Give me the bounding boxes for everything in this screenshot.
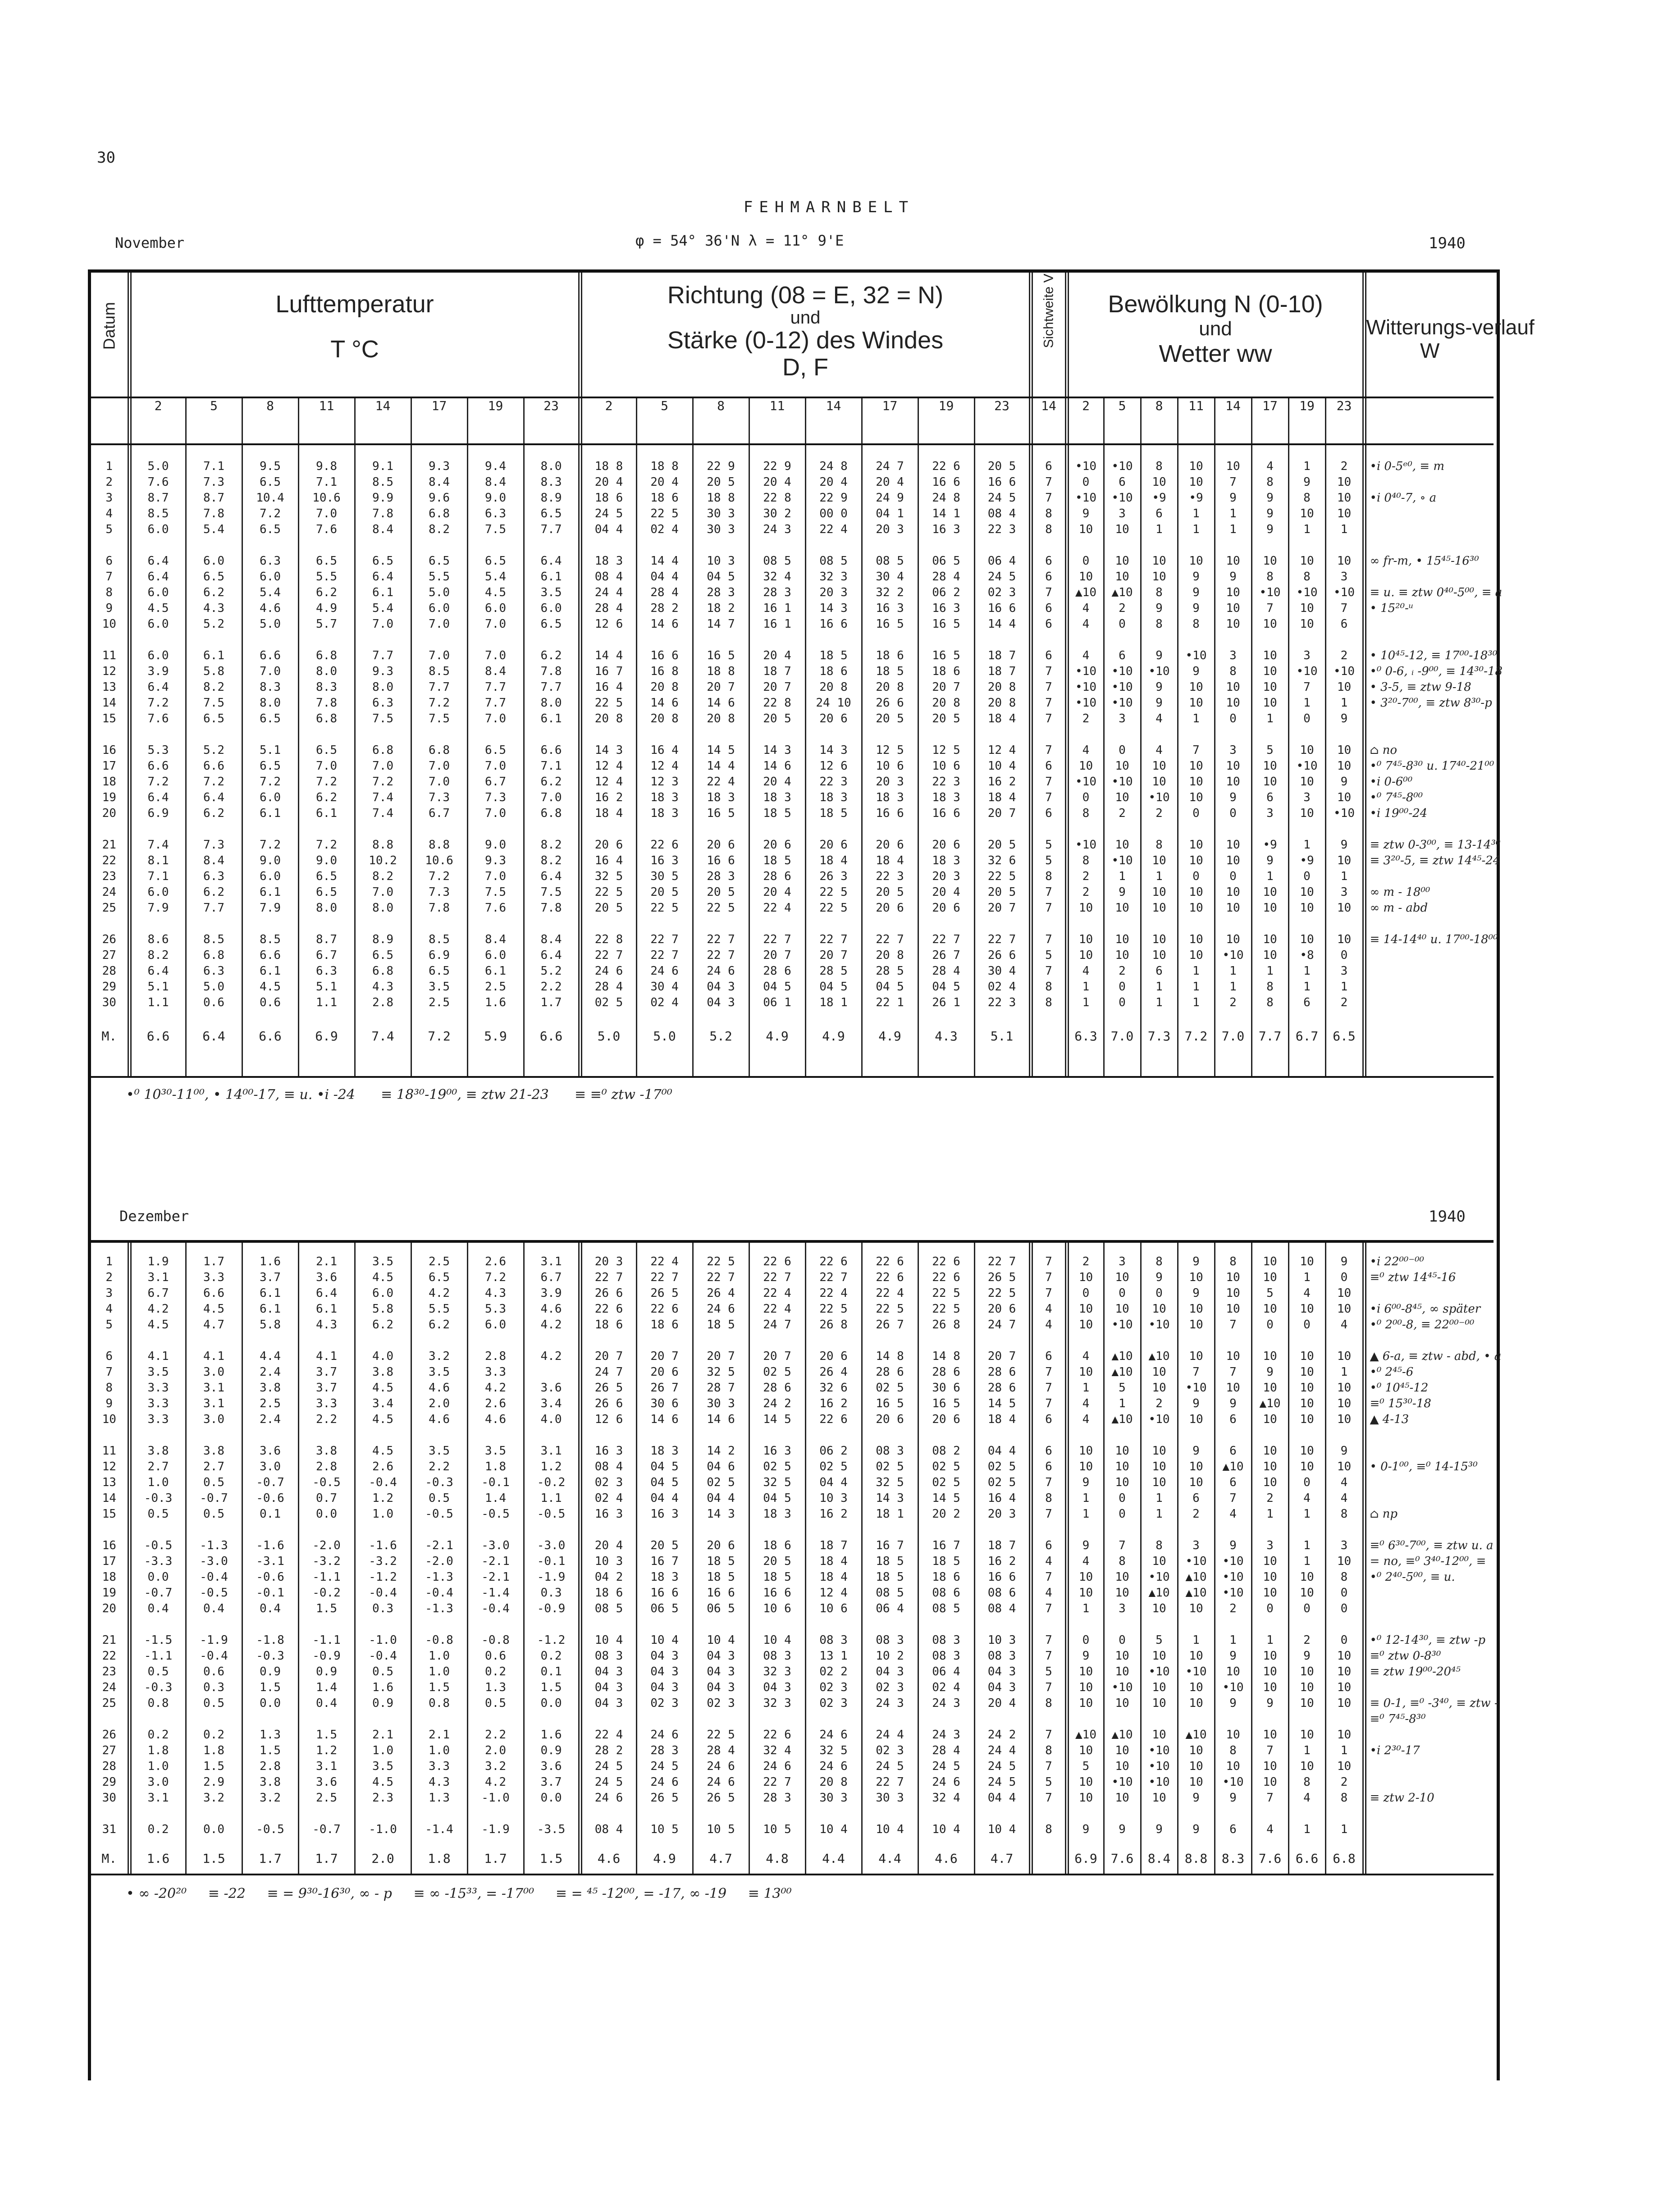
nov-wind-mean-17: 4.9 — [878, 1029, 901, 1044]
nov-wind-mean-14: 4.9 — [822, 1029, 845, 1044]
nov-cloud-mean-11: 7.2 — [1184, 1029, 1208, 1044]
visibility-hour-14: 14 — [1031, 398, 1067, 443]
dec-temp-mean-19: 1.7 — [484, 1851, 507, 1866]
nov-cloud-23: 2 10 10 10 1 10 3 •10 7 6 2 •10 10 1 9 10 10 9 10 •10 9 10 1 3 10 10 0 3 1 2 — [1334, 460, 1355, 1009]
nov-temp-mean-14: 7.4 — [371, 1029, 394, 1044]
dec-temp-14: 3.5 4.5 6.0 5.8 6.2 4.0 3.8 4.5 3.4 4.5 4.5 2.6 -0.4 1.2 1.0 -1.6 -3.2 -1.2 -0.4 0.3 -1.0 -0.4 0.5 1.6 0.9 2.1 1.0 3.5 4.5 2.3 -1.0 — [369, 1255, 397, 1836]
dec-cloud-mean-11: 8.8 — [1184, 1851, 1208, 1866]
nov-temp-mean-23: 6.6 — [539, 1029, 563, 1044]
cloud-hour-14: 14 — [1215, 398, 1251, 443]
weather-header — [1364, 273, 1535, 397]
nov-temp-19: 9.4 8.4 9.0 6.3 7.5 6.5 5.4 4.5 6.0 7.0 7.0 8.4 7.7 7.7 7.0 6.5 7.0 6.7 7.3 7.0 9.0 9.3 7.0 7.5 7.6 8.4 6.0 6.1 2.5 1.6 — [485, 460, 506, 1009]
nov-cloud-8: 8 10 •9 6 1 10 10 8 9 8 9 •10 9 9 4 4 10 10 •10 2 8 10 1 10 10 10 10 6 1 1 — [1148, 460, 1170, 1009]
nov-temp-8: 9.5 6.5 10.4 7.2 6.5 6.3 6.0 5.4 4.6 5.0 6.6 7.0 8.3 8.0 6.5 5.1 6.5 7.2 6.0 6.1 7.2 9.0 6.0 6.1 7.9 8.5 6.6 6.1 4.5 0.6 — [256, 460, 284, 1009]
station-coordinates: φ = 54° 36'N λ = 11° 9'E — [635, 232, 844, 249]
cloud-header — [1067, 273, 1364, 397]
temperature-unit: T °C — [330, 336, 379, 363]
nov-temp-mean-17: 7.2 — [428, 1029, 451, 1044]
cloud-hour-8: 8 — [1141, 398, 1178, 443]
wind-title-strength: Stärke (0-12) des Windes — [667, 327, 944, 354]
nov-weather-course: •i 0-5ᵉ⁰, ≡ m •i 0⁴⁰-7, ∘ a ∞ fr-m, • 15⁴⁵-16³⁰ ≡ u. ≡ ztw 0⁴⁰-5⁰⁰, ≡ a • 15²⁰-ᵘ • 10⁴⁵-12, ≡ 17⁰⁰-18³⁰ •⁰ 0-6, ᵢ -9⁰⁰, ≡ 14³⁰-18 • 3-5, ≡ ztw 9-18 • 3²⁰-7⁰⁰, ≡ ztw 8³⁰-p ⌂ no •⁰ 7⁴⁵-8³⁰ u. 17⁴⁰-21⁰⁰ •i 0-6⁰⁰ •⁰ 7⁴⁵-8⁰⁰ •i 19⁰⁰-24 ≡ ztw 0-3⁰⁰, ≡ 13-14³⁰ ≡ 3²⁰-5, ≡ ztw 14⁴⁵-24 ∞ m - 18⁰⁰ ∞ m - abd ≡ 14-14⁴⁰ u. 17⁰⁰-18⁰⁰ — [1370, 460, 1503, 946]
dec-temp-8: 1.6 3.7 6.1 6.1 5.8 4.4 2.4 3.8 2.5 2.4 3.6 3.0 -0.7 -0.6 0.1 -1.6 -3.1 -0.6 -0.1 0.4 -1.8 -0.3 0.9 1.5 0.0 1.3 1.5 2.8 3.8 3.2 -0.5 — [256, 1255, 284, 1836]
dec-temp-23: 3.1 6.7 3.9 4.6 4.2 4.2 3.6 3.4 4.0 3.1 1.2 -0.2 1.1 -0.5 -3.0 -0.1 -1.9 0.3 -0.9 -1.2 0.2 0.1 1.5 0.0 1.6 0.9 3.6 3.7 0.0 -3.5 — [537, 1255, 566, 1836]
nov-wind-mean-5: 5.0 — [653, 1029, 676, 1044]
dec-cloud-2: 2 10 0 10 10 4 10 1 4 4 10 10 9 1 1 9 4 10 10 1 0 9 10 10 10 ▲10 10 5 10 10 9 — [1075, 1255, 1096, 1836]
nov-temp-23: 8.0 8.3 8.9 6.5 7.7 6.4 6.1 3.5 6.0 6.5 6.2 7.8 7.7 8.0 6.1 6.6 7.1 6.2 7.0 6.8 8.2 8.2 6.4 7.5 7.8 8.4 6.4 5.2 2.2 1.7 — [540, 460, 562, 1009]
dec-wind-19: 22 6 22 6 22 5 22 5 26 8 14 8 28 6 30 6 16 5 20 6 08 2 02 5 02 5 14 5 20 2 16 7 18 5 18 6 08 6 08 5 08 3 08 3 06 4 02 4 24 3 24 3 28 4 24 5 24 6 32 4 10 4 — [932, 1255, 960, 1836]
dec-wind-11: 22 6 22 7 22 4 22 4 24 7 20 7 02 5 28 6 24 2 14 5 16 3 02 5 32 5 04 5 18 3 18 6 20 5 18 5 16 6 10 6 10 4 08 3 32 3 04 3 32 3 22 6 32 4 24 6 22 7 28 3 10 5 — [763, 1255, 791, 1836]
nov-cloud-mean-19: 6.7 — [1295, 1029, 1319, 1044]
dec-temp-mean-23: 1.5 — [539, 1851, 563, 1866]
dec-cloud-5: 3 10 0 10 •10 ▲10 ▲10 5 1 ▲10 10 10 10 0 0 7 8 10 10 3 0 10 10 •10 10 ▲10 10 10 •10 10 9 — [1111, 1255, 1133, 1836]
temp-hour-17: 17 — [411, 398, 467, 443]
dec-temp-17: 2.5 6.5 4.2 5.5 6.2 3.2 3.5 4.6 2.0 4.6 3.5 2.2 -0.3 0.5 -0.5 -2.1 -2.0 -1.3 -0.4 -1.3 -0.8 1.0 1.0 1.5 0.8 2.1 1.0 3.3 4.3 1.3 -1.4 — [425, 1255, 453, 1836]
wind-header — [580, 273, 1031, 397]
dec-temp-2: 1.9 3.1 6.7 4.2 4.5 4.1 3.5 3.3 3.3 3.3 3.8 2.7 1.0 -0.3 0.5 -0.5 -3.3 0.0 -0.7 0.4 -1.5 -1.1 0.5 -0.3 0.8 0.2 1.8 1.0 3.0 3.1 0.2 — [144, 1255, 173, 1836]
dec-cloud-17: 10 10 5 10 0 10 9 10 ▲10 10 10 10 10 2 1 3 10 10 10 0 1 10 10 10 9 10 7 10 10 7 4 — [1259, 1255, 1281, 1836]
november-notes: •⁰ 10³⁰-11⁰⁰, • 14⁰⁰-17, ≡ u. •i -24 ≡ 18³⁰-19⁰⁰, ≡ ztw 21-23 ≡ ≡⁰ ztw -17⁰⁰ — [126, 1087, 672, 1103]
wind-hour-5: 5 — [636, 398, 693, 443]
datum-header-label: Datum — [100, 302, 119, 350]
dec-temp-mean-2: 1.6 — [146, 1851, 170, 1866]
dec-wind-mean-14: 4.4 — [822, 1851, 845, 1866]
dec-temp-mean-5: 1.5 — [202, 1851, 225, 1866]
dec-wind-mean-8: 4.7 — [709, 1851, 732, 1866]
temperature-title: Lufttemperatur — [275, 291, 434, 318]
november-bottom-rule — [91, 1076, 1494, 1078]
temp-hour-8: 8 — [242, 398, 298, 443]
dec-cloud-mean-5: 7.6 — [1110, 1851, 1134, 1866]
nov-temp-mean-5: 6.4 — [202, 1029, 225, 1044]
cloud-hour-17: 17 — [1251, 398, 1288, 443]
nov-wind-mean-19: 4.3 — [935, 1029, 958, 1044]
nov-cloud-mean-14: 7.0 — [1221, 1029, 1245, 1044]
nov-wind-23: 20 5 16 6 24 5 08 4 22 3 06 4 24 5 02 3 16 6 14 4 18 7 18 7 20 8 20 8 18 4 12 4 10 4 16 2 18 4 20 7 20 5 32 6 22 5 20 5 20 7 22 7 26 6 30 4 02 4 22 3 — [987, 460, 1016, 1009]
nov-cloud-mean-8: 7.3 — [1147, 1029, 1171, 1044]
dec-cloud-mean-23: 6.8 — [1333, 1851, 1356, 1866]
nov-temp-14: 9.1 8.5 9.9 7.8 8.4 6.5 6.4 6.1 5.4 7.0 7.7 9.3 8.0 6.3 7.5 6.8 7.0 7.2 7.4 7.4 8.8 10.2 8.2 7.0 8.0 8.9 6.5 6.8 4.3 2.8 — [369, 460, 397, 1009]
temp-hour-14: 14 — [355, 398, 411, 443]
wind-title-und: und — [790, 308, 821, 328]
weather-title: Witterungs-verlauf — [1366, 315, 1535, 339]
wind-hour-14: 14 — [805, 398, 862, 443]
december-table — [91, 1243, 1502, 1874]
cloud-hour-19: 19 — [1288, 398, 1325, 443]
dec-wind-17: 22 6 22 6 22 4 22 5 26 7 14 8 28 6 02 5 16 5 20 6 08 3 02 5 32 5 14 3 18 1 16 7 18 5 18 5 08 5 06 4 08 3 10 2 04 3 02 3 24 3 24 4 02 3 24 5 22 7 30 3 10 4 — [876, 1255, 904, 1836]
nov-cloud-mean-23: 6.5 — [1333, 1029, 1356, 1044]
dec-temp-mean-11: 1.7 — [315, 1851, 338, 1866]
year-label-december: 1940 — [1429, 1208, 1466, 1226]
cloud-hour-5: 5 — [1104, 398, 1141, 443]
nov-wind-5: 18 8 20 4 18 6 22 5 02 4 14 4 04 4 28 4 28 2 14 6 16 6 16 8 20 8 14 6 20 8 16 4 12 4 12 3 18 3 18 3 22 6 16 3 30 5 20 5 22 5 22 7 22 7 24 6 30 4 02 4 — [650, 460, 679, 1009]
nov-temp-mean-19: 5.9 — [484, 1029, 507, 1044]
cloud-title-und: und — [1199, 318, 1232, 340]
nov-visibility: 6 7 7 8 8 6 6 7 6 6 6 7 7 7 7 7 6 7 7 6 5 5 8 7 7 7 5 7 8 8 — [1045, 460, 1052, 1009]
dec-wind-mean-19: 4.6 — [935, 1851, 958, 1866]
dec-temp-mean-14: 2.0 — [371, 1851, 394, 1866]
nov-wind-8: 22 9 20 5 18 8 30 3 30 3 10 3 04 5 28 3 18 2 14 7 16 5 18 8 20 7 14 6 20 8 14 5 14 4 22 4 18 3 16 5 20 6 16 6 28 3 20 5 22 5 22 7 22 7 24 6 04 3 04 3 — [707, 460, 735, 1009]
nov-temp-mean-8: 6.6 — [259, 1029, 282, 1044]
wind-hour-8: 8 — [693, 398, 749, 443]
month-label-november: November — [115, 234, 185, 251]
november-table — [91, 445, 1503, 1076]
cloud-hour-2: 2 — [1067, 398, 1104, 443]
weather-title-w: W — [1420, 339, 1440, 362]
nov-temp-11: 9.8 7.1 10.6 7.0 7.6 6.5 5.5 6.2 4.9 5.7 6.8 8.0 8.3 7.8 6.8 6.5 7.0 7.2 6.2 6.1 7.2 9.0 6.5 6.5 8.0 8.7 6.7 6.3 5.1 1.1 — [312, 460, 341, 1009]
wind-hour-2: 2 — [580, 398, 636, 443]
dec-cloud-11: 9 10 9 10 10 10 7 •10 9 10 9 10 10 6 2 3 •10 ▲10 ▲10 10 1 10 •10 10 10 ▲10 10 10 10 9 9 — [1185, 1255, 1207, 1836]
dec-temp-mean-17: 1.8 — [428, 1851, 451, 1866]
dec-cloud-8: 8 9 0 10 •10 ▲10 10 10 2 •10 10 10 10 1 1 8 10 •10 ▲10 10 5 10 •10 10 10 10 •10 •10 •10 10 9 — [1148, 1255, 1170, 1836]
dec-temp-mean-8: 1.7 — [259, 1851, 282, 1866]
nov-wind-mean-8: 5.2 — [709, 1029, 732, 1044]
nov-temp-5: 7.1 7.3 8.7 7.8 5.4 6.0 6.5 6.2 4.3 5.2 6.1 5.8 8.2 7.5 6.5 5.2 6.6 7.2 6.4 6.2 7.3 8.4 6.3 6.2 7.7 8.5 6.8 6.3 5.0 0.6 — [203, 460, 224, 1009]
hour-cell-weather — [1364, 398, 1494, 443]
wind-title-df: D, F — [782, 354, 828, 381]
wind-hour-11: 11 — [749, 398, 805, 443]
hour-cell-datum — [91, 398, 129, 443]
nov-wind-mean-2: 5.0 — [597, 1029, 621, 1044]
dec-temp-5: 1.7 3.3 6.6 4.5 4.7 4.1 3.0 3.1 3.1 3.0 3.8 2.7 0.5 -0.7 0.5 -1.3 -3.0 -0.4 -0.5 0.4 -1.9 -0.4 0.6 0.3 0.5 0.2 1.8 1.5 2.9 3.2 0.0 — [200, 1255, 228, 1836]
temperature-header — [129, 273, 580, 397]
dec-cloud-mean-14: 8.3 — [1221, 1851, 1245, 1866]
nov-cloud-17: 4 8 9 9 9 10 8 •10 7 10 10 10 10 10 1 5 10 10 6 3 •9 9 1 10 10 10 10 1 8 8 — [1259, 460, 1281, 1009]
nov-cloud-19: 1 9 8 10 1 10 8 •10 10 10 3 •10 7 1 0 10 •10 10 3 10 1 •9 0 10 10 10 •8 1 1 6 — [1296, 460, 1318, 1009]
wind-title-direction: Richtung (08 = E, 32 = N) — [667, 282, 944, 309]
dec-cloud-mean-2: 6.9 — [1074, 1851, 1097, 1866]
dec-wind-mean-17: 4.4 — [878, 1851, 901, 1866]
nov-cloud-mean-5: 7.0 — [1110, 1029, 1134, 1044]
nov-cloud-5: •10 6 •10 3 10 10 10 ▲10 2 0 6 •10 •10 •10 3 0 10 •10 10 2 10 •10 1 9 10 10 10 2 0 0 — [1111, 460, 1133, 1009]
visibility-header-label: Sichtweite V — [1041, 274, 1056, 348]
nov-wind-17: 24 7 20 4 24 9 04 1 20 3 08 5 30 4 32 2 16 3 16 5 18 6 18 5 20 8 26 6 20 5 12 5 10 6 20 3 18 3 16 6 20 6 18 4 22 3 20 5 20 6 22 7 20 8 28 5 04 5 22 1 — [876, 460, 904, 1009]
dec-wind-mean-2: 4.6 — [597, 1851, 621, 1866]
december-notes: • ∞ -20²⁰ ≡ -22 ≡ = 9³⁰-16³⁰, ∞ - p ≡ ∞ -15³³, = -17⁰⁰ ≡ = ⁴⁵ -12⁰⁰, = -17, ∞ -19 ≡ 13⁰⁰ — [126, 1886, 792, 1902]
header-table — [91, 273, 1535, 397]
hours-row — [91, 398, 1494, 443]
november-day-numbers: 1 2 3 4 5 6 7 8 9 10 11 12 13 14 15 16 17 18 19 20 21 22 23 24 25 26 27 28 29 30 — [102, 460, 116, 1009]
cloud-hour-23: 23 — [1325, 398, 1364, 443]
nov-wind-19: 22 6 16 6 24 8 14 1 16 3 06 5 28 4 06 2 16 3 16 5 16 5 18 6 20 7 20 8 20 5 12 5 10 6 22 3 18 3 16 6 20 6 18 3 20 3 20 4 20 6 22 7 26 7 28 4 04 5 26 1 — [932, 460, 960, 1009]
cloud-title-ww: Wetter ww — [1159, 340, 1272, 367]
dec-cloud-mean-8: 8.4 — [1147, 1851, 1171, 1866]
page-number: 30 — [97, 149, 115, 167]
visibility-header — [1031, 273, 1067, 397]
nov-wind-mean-11: 4.9 — [766, 1029, 789, 1044]
dec-cloud-14: 8 10 10 10 7 10 7 10 9 6 6 ▲10 6 7 4 9 •10 •10 •10 2 1 9 10 •10 9 10 8 10 •10 9 6 — [1222, 1255, 1244, 1836]
nov-temp-17: 9.3 8.4 9.6 6.8 8.2 6.5 5.5 5.0 6.0 7.0 7.0 8.5 7.7 7.2 7.5 6.8 7.0 7.0 7.3 6.7 8.8 10.6 7.2 7.3 7.8 8.5 6.9 6.5 3.5 2.5 — [425, 460, 453, 1009]
nov-cloud-mean-2: 6.3 — [1074, 1029, 1097, 1044]
dec-weather-course: •i 22⁰⁰⁻⁰⁰ ≡⁰ ztw 14⁴⁵-16 •i 6⁰⁰-8⁴⁵, ∞ später •⁰ 2⁰⁰-8, ≡ 22⁰⁰⁻⁰⁰ ▲ 6-a, ≡ ztw - abd, • a •⁰ 2⁴⁵-6 •⁰ 10⁴⁵-12 ≡⁰ 15³⁰-18 ▲ 4-13 • 0-1⁰⁰, ≡⁰ 14-15³⁰ ⌂ np ≡⁰ 6³⁰-7⁰⁰, ≡ ztw u. a = no, ≡⁰ 3⁴⁰-12⁰⁰, ≡ •⁰ 2⁴⁰-5⁰⁰, ≡ u. •⁰ 12-14³⁰, ≡ ztw -p ≡⁰ ztw 0-8³⁰ ≡ ztw 19⁰⁰-20⁴⁵ ≡ 0-1, ≡⁰ -3⁴⁰, ≡ ztw - ≡⁰ 7⁴⁵-8³⁰ •i 2³⁰-17 ≡ ztw 2-10 — [1370, 1255, 1502, 1805]
dec-temp-19: 2.6 7.2 4.3 5.3 6.0 2.8 3.3 4.2 2.6 4.6 3.5 1.8 -0.1 1.4 -0.5 -3.0 -2.1 -2.1 -1.4 -0.4 -0.8 0.6 0.2 1.3 0.5 2.2 2.0 3.2 4.2 -1.0 -1.9 — [481, 1255, 510, 1836]
temp-hour-5: 5 — [186, 398, 242, 443]
nov-wind-14: 24 8 20 4 22 9 00 0 22 4 08 5 32 3 20 3 14 3 16 6 18 5 18 6 20 8 24 10 20 6 14 3 12 6 22 3 18 3 18 5 20 6 18 4 26 3 22 5 22 5 22 7 20 7 28 5 04 5 18 1 — [816, 460, 851, 1009]
nov-cloud-mean-17: 7.7 — [1258, 1029, 1282, 1044]
temp-hour-19: 19 — [467, 398, 524, 443]
december-mean-label: M. — [101, 1851, 117, 1866]
temp-hour-2: 2 — [129, 398, 186, 443]
nov-temp-mean-2: 6.6 — [146, 1029, 170, 1044]
december-day-numbers: 1 2 3 4 5 6 7 8 9 10 11 12 13 14 15 16 17 18 19 20 21 22 23 24 25 26 27 28 29 30 31 — [102, 1255, 116, 1836]
datum-header — [91, 273, 129, 397]
dec-cloud-23: 9 0 10 10 4 10 1 10 10 10 9 10 4 4 8 3 10 8 0 0 0 10 10 10 10 10 1 10 2 8 1 — [1337, 1255, 1352, 1836]
wind-hour-19: 19 — [918, 398, 974, 443]
nov-wind-2: 18 8 20 4 18 6 24 5 04 4 18 3 08 4 24 4 28 4 12 6 14 4 16 7 16 4 22 5 20 8 14 3 12 4 12 4 16 2 18 4 20 6 16 4 32 5 22 5 20 5 22 8 22 7 24 6 28 4 02 5 — [594, 460, 623, 1009]
month-label-december: Dezember — [119, 1208, 189, 1225]
cloud-hour-11: 11 — [1178, 398, 1215, 443]
dec-wind-mean-11: 4.8 — [766, 1851, 789, 1866]
year-label-november: 1940 — [1429, 234, 1466, 252]
dec-cloud-mean-17: 7.6 — [1258, 1851, 1282, 1866]
nov-cloud-2: •10 0 •10 9 10 0 10 ▲10 4 4 4 •10 •10 •10 2 4 10 •10 0 8 •10 8 2 2 10 10 10 4 1 1 — [1075, 460, 1096, 1009]
dec-wind-14: 22 6 22 7 22 4 22 5 26 8 20 6 26 4 32 6 16 2 22 6 06 2 02 5 04 4 10 3 16 2 18 7 18 4 18 4 12 4 10 6 08 3 13 1 02 2 02 3 02 3 24 6 32 5 24 6 20 8 30 3 10 4 — [819, 1255, 848, 1836]
december-bottom-rule — [91, 1874, 1494, 1875]
dec-wind-2: 20 3 22 7 26 6 22 6 18 6 20 7 24 7 26 5 26 6 12 6 16 3 08 4 02 3 02 4 16 3 20 4 10 3 04 2 18 6 08 5 10 4 08 3 04 3 04 3 04 3 22 4 28 2 24 5 24 5 24 6 08 4 — [594, 1255, 623, 1836]
wind-hour-23: 23 — [974, 398, 1031, 443]
nov-temp-mean-11: 6.9 — [315, 1029, 338, 1044]
dec-wind-8: 22 5 22 7 26 4 24 6 18 5 20 7 32 5 28 7 30 3 14 6 14 2 04 6 02 5 04 4 14 3 20 6 18 5 18 5 16 6 06 5 10 4 04 3 04 3 04 3 02 3 22 5 28 4 24 6 24 6 26 5 10 5 — [707, 1255, 735, 1836]
dec-wind-mean-23: 4.7 — [990, 1851, 1014, 1866]
november-mean-label: M. — [101, 1029, 117, 1044]
nov-temp-2: 5.0 7.6 8.7 8.5 6.0 6.4 6.4 6.0 4.5 6.0 6.0 3.9 6.4 7.2 7.6 5.3 6.6 7.2 6.4 6.9 7.4 8.1 7.1 6.0 7.9 8.6 8.2 6.4 5.1 1.1 — [147, 460, 169, 1009]
nov-wind-11: 22 9 20 4 22 8 30 2 24 3 08 5 32 4 28 3 16 1 16 1 20 4 18 7 20 7 22 8 20 5 14 3 14 6 20 4 18 3 18 5 20 6 18 5 28 6 20 4 22 4 22 7 20 7 28 6 04 5 06 1 — [763, 460, 791, 1009]
wind-hour-17: 17 — [862, 398, 918, 443]
station-name: FEHMARNBELT — [743, 198, 915, 216]
temp-hour-23: 23 — [524, 398, 580, 443]
dec-cloud-19: 10 1 4 10 0 10 10 10 10 10 10 10 0 4 1 1 1 10 10 0 2 9 10 10 10 10 1 10 8 4 1 — [1300, 1255, 1314, 1836]
dec-temp-11: 2.1 3.6 6.4 6.1 4.3 4.1 3.7 3.7 3.3 2.2 3.8 2.8 -0.5 0.7 0.0 -2.0 -3.2 -1.1 -0.2 1.5 -1.1 -0.9 0.9 1.4 0.4 1.5 1.2 3.1 3.6 2.5 -0.7 — [312, 1255, 341, 1836]
dec-wind-mean-5: 4.9 — [653, 1851, 676, 1866]
nov-cloud-11: 10 10 •9 1 1 10 9 9 9 8 •10 9 10 10 1 7 10 10 10 0 10 10 0 10 10 10 10 1 1 1 — [1185, 460, 1207, 1009]
dec-visibility: 7 7 7 4 4 6 7 7 7 6 6 6 7 8 7 6 4 7 4 7 7 7 5 7 8 7 8 7 5 7 8 — [1045, 1255, 1052, 1836]
dec-wind-5: 22 4 22 7 26 5 22 6 18 6 20 7 20 6 26 7 30 6 14 6 18 3 04 5 04 5 04 4 16 3 20 5 16 7 18 3 16 6 06 5 10 4 04 3 04 3 04 3 02 3 24 6 28 3 24 5 24 6 26 5 10 5 — [650, 1255, 679, 1836]
nov-wind-mean-23: 5.1 — [990, 1029, 1014, 1044]
nov-cloud-14: 10 7 9 1 1 10 9 10 10 10 3 8 10 10 0 3 10 10 9 0 10 10 0 10 10 10 •10 1 1 2 — [1222, 460, 1244, 1009]
cloud-title: Bewölkung N (0-10) — [1108, 291, 1323, 318]
dec-cloud-mean-19: 6.6 — [1295, 1851, 1319, 1866]
temp-hour-11: 11 — [298, 398, 355, 443]
dec-wind-23: 22 7 26 5 22 5 20 6 24 7 20 7 28 6 28 6 14 5 18 4 04 4 02 5 02 5 16 4 20 3 18 7 16 2 16 6 08 6 08 4 10 3 08 3 04 3 04 3 20 4 24 2 24 4 24 5 24 5 04 4 10 4 — [987, 1255, 1016, 1836]
